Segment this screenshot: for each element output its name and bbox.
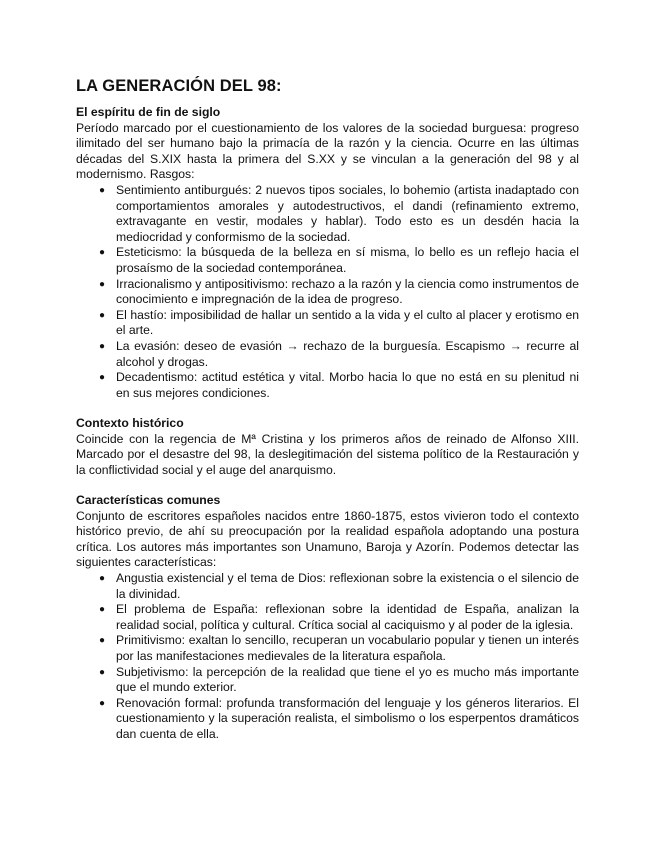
section-paragraph: Conjunto de escritores españoles nacidos entre 1860-1875, estos vivieron todo el contexto histórico previo, de ahí su preocupación por la realidad española adoptando una postura crítica. Los autores más importantes son Unamuno, Baroja y Azorín. Podemos detectar las siguientes características:	[76, 508, 579, 570]
list-item: ● La evasión: deseo de evasión → rechazo de la burguesía. Escapismo → recurre al alcohol y drogas.	[99, 338, 579, 369]
list-item: ● Sentimiento antiburgués: 2 nuevos tipos sociales, lo bohemio (artista inadaptado con comportamientos amorales y autodestructivos, el dandi (refinamiento extremo, extravagante en vestir, modales y hablar). Todo esto es un desdén hacia la mediocridad y conformismo de la sociedad.	[99, 182, 579, 244]
list-item: ● Subjetivismo: la percepción de la realidad que tiene el yo es mucho más importante que el mundo exterior.	[99, 664, 579, 695]
bullet-icon: ●	[99, 666, 106, 678]
bullet-icon: ●	[99, 697, 106, 709]
section-paragraph: Coincide con la regencia de Mª Cristina y los primeros años de reinado de Alfonso XIII. Marcado por el desastre del 98, la deslegitimación del sistema político de la Restauración y la conflictividad social y el auge del anarquismo.	[76, 431, 579, 477]
section-paragraph: Período marcado por el cuestionamiento de los valores de la sociedad burguesa: progreso ilimitado del ser humano bajo la primacía de la razón y la ciencia. Ocurre en las últimas décadas del S.XIX hasta la primera del S.XX y se vinculan a la generación del 98 y al modernismo. Rasgos:	[76, 120, 579, 182]
bullet-icon: ●	[99, 372, 106, 384]
bullet-list	[76, 571, 579, 743]
list-item: ● Primitivismo: exaltan lo sencillo, recuperan un vocabulario popular y tienen un interés por las manifestaciones medievales de la literatura española.	[99, 633, 579, 663]
bullet-list	[76, 183, 579, 401]
bullet-icon: ●	[99, 309, 106, 321]
list-item: ● Angustia existencial y el tema de Dios: reflexionan sobre la existencia o el silencio de la divinidad.	[99, 570, 579, 601]
section-heading: Contexto histórico	[76, 416, 184, 430]
section-contexto-historico	[76, 416, 579, 478]
section-fin-de-siglo	[76, 105, 579, 401]
section-heading: Características comunes	[76, 493, 221, 507]
list-item: ● Decadentismo: actitud estética y vital. Morbo hacia lo que no está en su plenitud ni en sus mejores condiciones.	[99, 370, 579, 400]
bullet-icon: ●	[99, 340, 106, 352]
bullet-icon: ●	[99, 572, 106, 584]
document-title: LA GENERACIÓN DEL 98:	[76, 77, 282, 95]
list-item: ● Renovación formal: profunda transformación del lenguaje y los géneros literarios. El cuestionamiento y la superación realista, el simbolismo o los esperpentos dramáticos dan cuenta de ella.	[99, 695, 579, 741]
section-heading: El espíritu de fin de siglo	[76, 105, 221, 119]
bullet-icon: ●	[99, 604, 106, 616]
section-caracteristicas-comunes	[76, 493, 579, 743]
bullet-icon: ●	[99, 635, 106, 647]
bullet-icon: ●	[99, 247, 106, 259]
list-item: ● Esteticismo: la búsqueda de la belleza en sí misma, lo bello es un reflejo hacia el prosaísmo de la sociedad contemporánea.	[99, 245, 579, 275]
list-item: ● El problema de España: reflexionan sobre la identidad de España, analizan la realidad social, política y cultural. Crítica social al caciquismo y al poder de la iglesia.	[99, 602, 579, 632]
bullet-icon: ●	[99, 184, 106, 196]
list-item: ● El hastío: imposibilidad de hallar un sentido a la vida y el culto al placer y erotismo en el arte.	[99, 307, 579, 338]
bullet-icon: ●	[99, 278, 106, 290]
list-item: ● Irracionalismo y antipositivismo: rechazo a la razón y la ciencia como instrumentos de conocimiento e impregnación de la idea de progreso.	[99, 276, 579, 307]
